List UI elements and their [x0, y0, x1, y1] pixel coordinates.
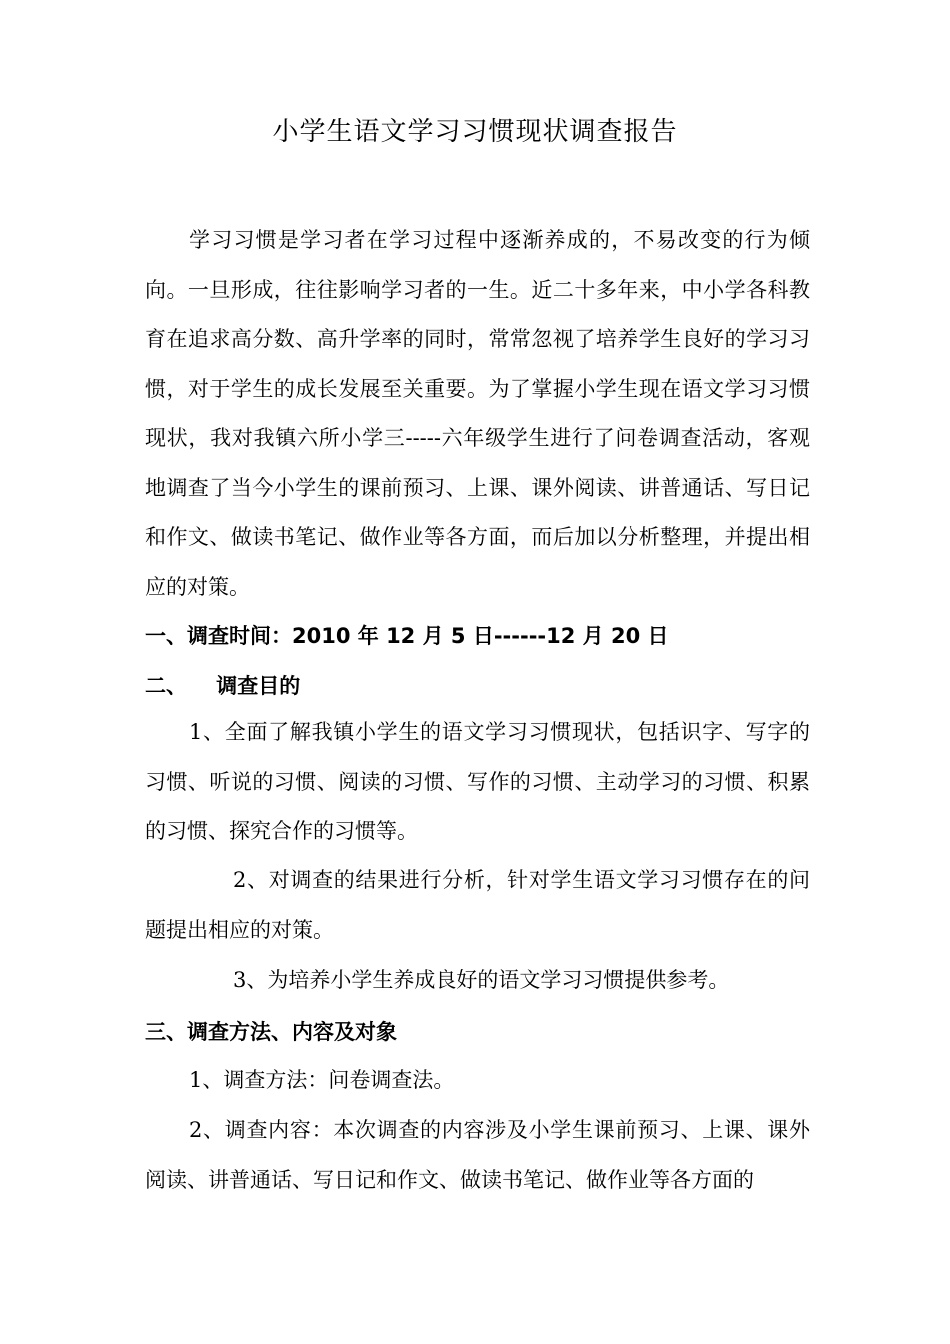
section-heading-time: 一、调查时间：2010 年 12 月 5 日------12 月 20 日	[145, 624, 669, 648]
purpose-item-2: 2、对调查的结果进行分析，针对学生语文学习习惯存在的问题提出相应的对策。	[145, 868, 810, 942]
section-heading-method: 三、调查方法、内容及对象	[145, 1020, 397, 1044]
method-item-2: 2、调查内容：本次调查的内容涉及小学生课前预习、上课、课外阅读、讲普通话、写日记和作文、做读书笔记、做作业等各方面的	[145, 1118, 810, 1192]
purpose-item-1: 1、全面了解我镇小学生的语文学习习惯现状，包括识字、写字的习惯、听说的习惯、阅读的习惯、写作的习惯、主动学习的习惯、积累的习惯、探究合作的习惯等。	[145, 720, 810, 843]
intro-paragraph: 学习习惯是学习者在学习过程中逐渐养成的，不易改变的行为倾向。一旦形成，往往影响学习者的一生。近二十多年来，中小学各科教育在追求高分数、高升学率的同时，常常忽视了培养学生良好的学习习惯，对于学生的成长发展至关重要。为了掌握小学生现在语文学习习惯现状，我对我镇六所小学三-----六年级学生进行了问卷调查活动，客观地调查了当今小学生的课前预习、上课、课外阅读、讲普通话、写日记和作文、做读书笔记、做作业等各方面，而后加以分析整理，并提出相应的对策。	[145, 228, 810, 599]
method-item-1: 1、调查方法：问卷调查法。	[189, 1068, 455, 1092]
purpose-item-3: 3、为培养小学生养成良好的语文学习习惯提供参考。	[233, 968, 730, 992]
section-heading-purpose: 二、 调查目的	[145, 674, 301, 698]
document-title: 小学生语文学习习惯现状调查报告	[272, 117, 678, 147]
